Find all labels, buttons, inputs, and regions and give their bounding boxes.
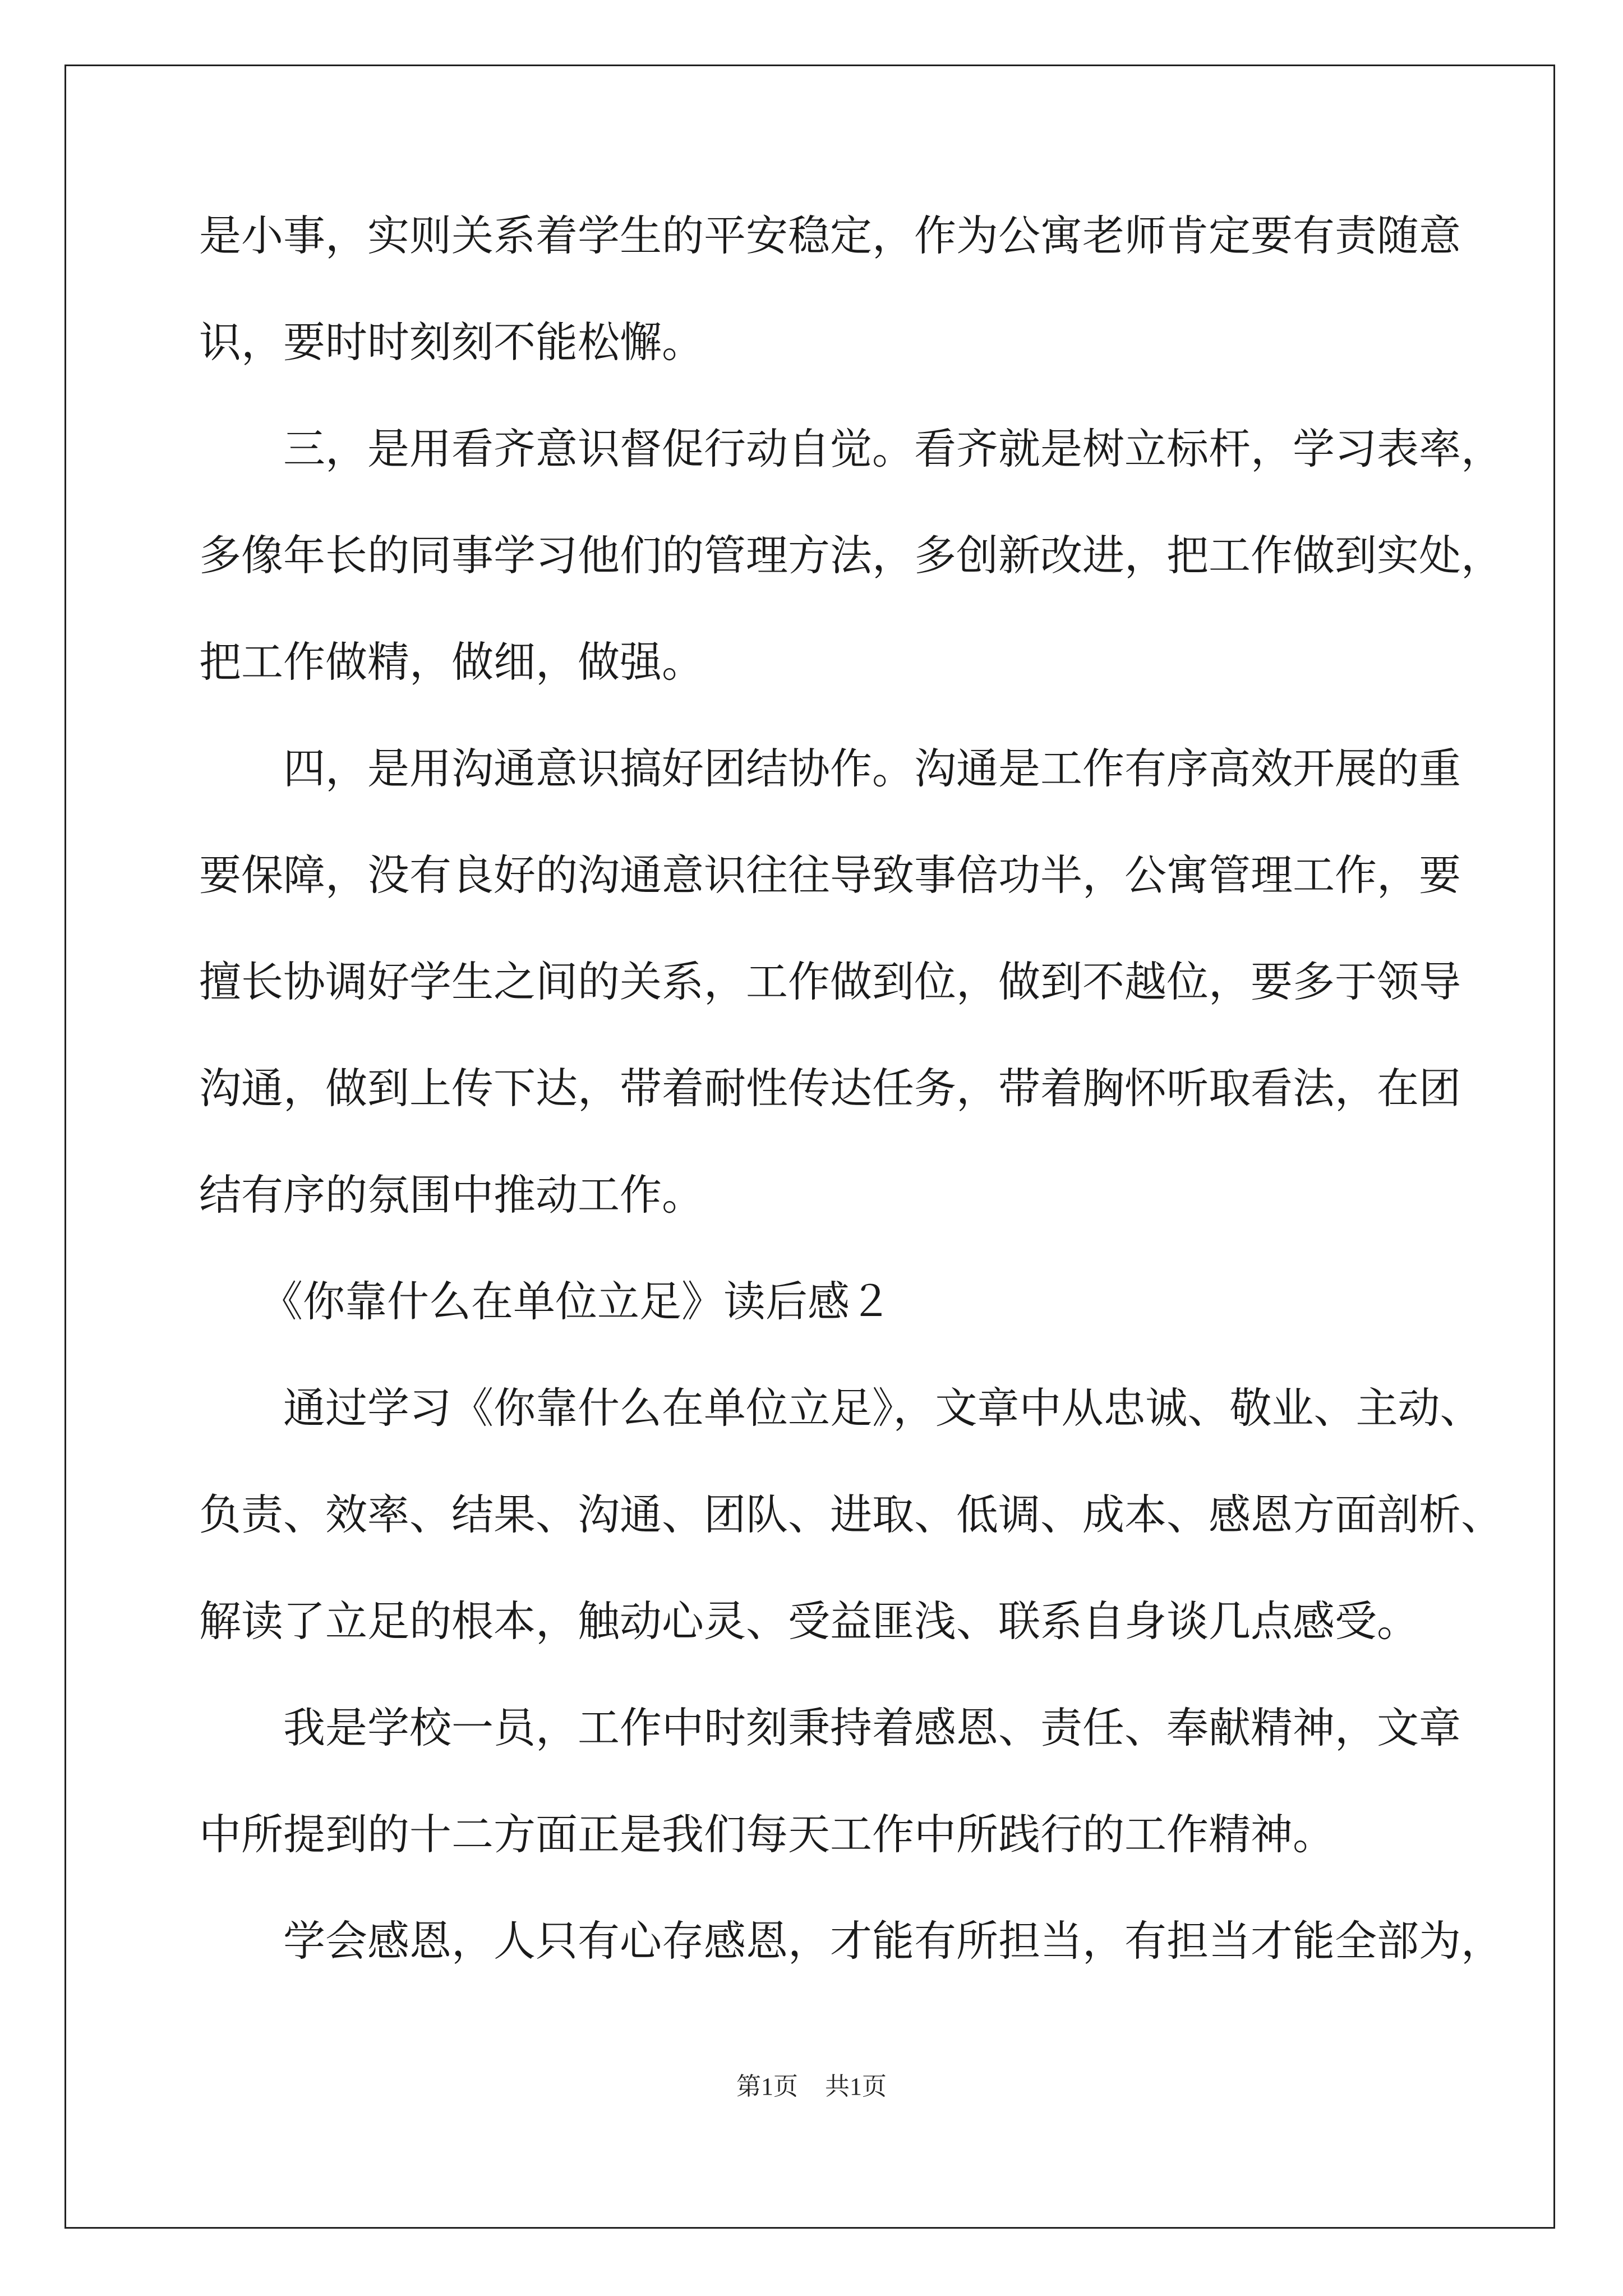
page-footer <box>0 2070 1623 2104</box>
text-line: 三，是用看齐意识督促行动自觉。看齐就是树立标杆，学习表率， <box>283 424 1504 473</box>
text-line: 多像年长的同事学习他们的管理方法，多创新改进，把工作做到实处， <box>199 531 1504 580</box>
text-line: 我是学校一员，工作中时刻秉持着感恩、责任、奉献精神，文章 <box>283 1703 1461 1752</box>
text-line: 中所提到的十二方面正是我们每天工作中所践行的工作精神。 <box>199 1810 1335 1859</box>
text-line: 学会感恩，人只有心存感恩，才能有所担当，有担当才能全部为， <box>283 1916 1504 1966</box>
section-heading: 《你靠什么在单位立足》读后感２ <box>261 1277 892 1326</box>
page-total: 共1页 <box>825 2073 887 2100</box>
text-line: 识，要时时刻刻不能松懈。 <box>199 318 704 367</box>
text-line: 把工作做精，做细，做强。 <box>199 637 704 687</box>
text-line: 擅长协调好学生之间的关系，工作做到位，做到不越位，要多于领导 <box>199 957 1461 1006</box>
text-line: 负责、效率、结果、沟通、团队、进取、低调、成本、感恩方面剖析、 <box>199 1490 1504 1539</box>
text-line: 结有序的氛围中推动工作。 <box>199 1170 704 1220</box>
page-number: 第1页 <box>736 2073 798 2100</box>
text-line: 四，是用沟通意识搞好团结协作。沟通是工作有序高效开展的重 <box>283 744 1461 793</box>
text-line: 解读了立足的根本，触动心灵、受益匪浅、联系自身谈几点感受。 <box>199 1596 1419 1646</box>
text-line: 是小事，实则关系着学生的平安稳定，作为公寓老师肯定要有责随意 <box>199 211 1461 260</box>
text-line: 要保障，没有良好的沟通意识往往导致事倍功半，公寓管理工作，要 <box>199 850 1461 900</box>
page-border <box>64 65 1555 2229</box>
text-line: 通过学习《你靠什么在单位立足》，文章中从忠诚、敬业、主动、 <box>283 1383 1482 1433</box>
text-line: 沟通，做到上传下达，带着耐性传达任务，带着胸怀听取看法，在团 <box>199 1064 1461 1113</box>
